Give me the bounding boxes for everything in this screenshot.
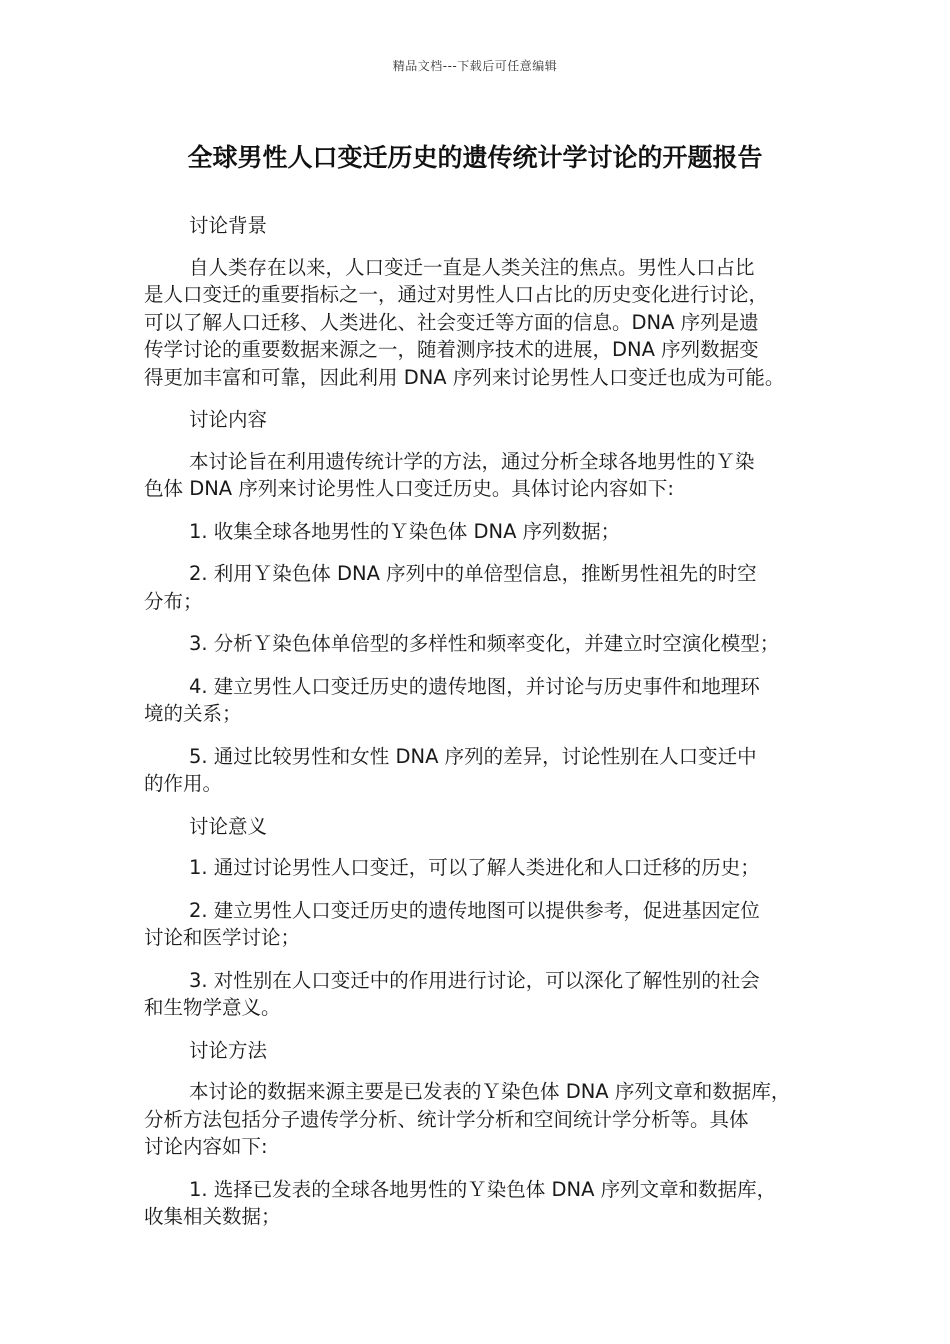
content-list-item: 5. 通过比较男性和女性 DNA 序列的差异，讨论性别在人口变迁中 的作用。 [144,744,757,795]
methods-paragraph: 本讨论的数据来源主要是已发表的Ｙ染色体 DNA 序列文章和数据库， 分析方法包括分子遗传学分析、统计学分析和空间统计学分析等。具体 讨论内容如下: [144,1080,791,1158]
document-body [144,212,810,1246]
content-list-item: 1. 收集全球各地男性的Ｙ染色体 DNA 序列数据； [189,519,621,543]
significance-list-item: 3. 对性别在人口变迁中的作用进行讨论，可以深化了解性别的社会 和生物学意义。 [144,968,760,1019]
content-list-item: 4. 建立男性人口变迁历史的遗传地图，并讨论与历史事件和地理环 境的关系； [144,674,760,725]
section-heading-methods: 讨论方法 [189,1038,268,1062]
section-heading-content: 讨论内容 [189,408,268,431]
content-list-item: 3. 分析Ｙ染色体单倍型的多样性和频率变化，并建立时空演化模型； [189,632,780,655]
content-list-item: 2. 利用Ｙ染色体 DNA 序列中的单倍型信息，推断男性祖先的时空 分布； [144,562,757,613]
significance-list-item: 2. 建立男性人口变迁历史的遗传地图可以提供参考，促进基因定位 讨论和医学讨论； [144,898,760,949]
section-heading-significance: 讨论意义 [189,814,268,838]
header-note: 精品文档---下载后可任意编辑 [392,59,558,73]
significance-list-item: 1. 通过讨论男性人口变迁，可以了解人类进化和人口迁移的历史； [189,856,760,879]
background-paragraph: 自人类存在以来，人口变迁一直是人类关注的焦点。男性人口占比 是人口变迁的重要指标之一，通过对男性人口占比的历史变化进行讨论， 可以了解人口迁移、人类进化、社会变迁等方面的信息。DNA 序列是遗 传学讨论的重要数据来源之一，随着测序技术的进展，DNA 序列数据变 得更加丰富和可靠，因此利用 DNA 序列来讨论男性人口变迁也成为可能。 [144,255,785,389]
document-title: 全球男性人口变迁历史的遗传统计学讨论的开题报告 [187,143,763,172]
section-heading-background: 讨论背景 [189,214,268,237]
methods-list-item: 1. 选择已发表的全球各地男性的Ｙ染色体 DNA 序列文章和数据库， 收集相关数据； [144,1177,777,1228]
content-paragraph: 本讨论旨在利用遗传统计学的方法，通过分析全球各地男性的Ｙ染 色体 DNA 序列来讨论男性人口变迁历史。具体讨论内容如下: [144,449,755,500]
